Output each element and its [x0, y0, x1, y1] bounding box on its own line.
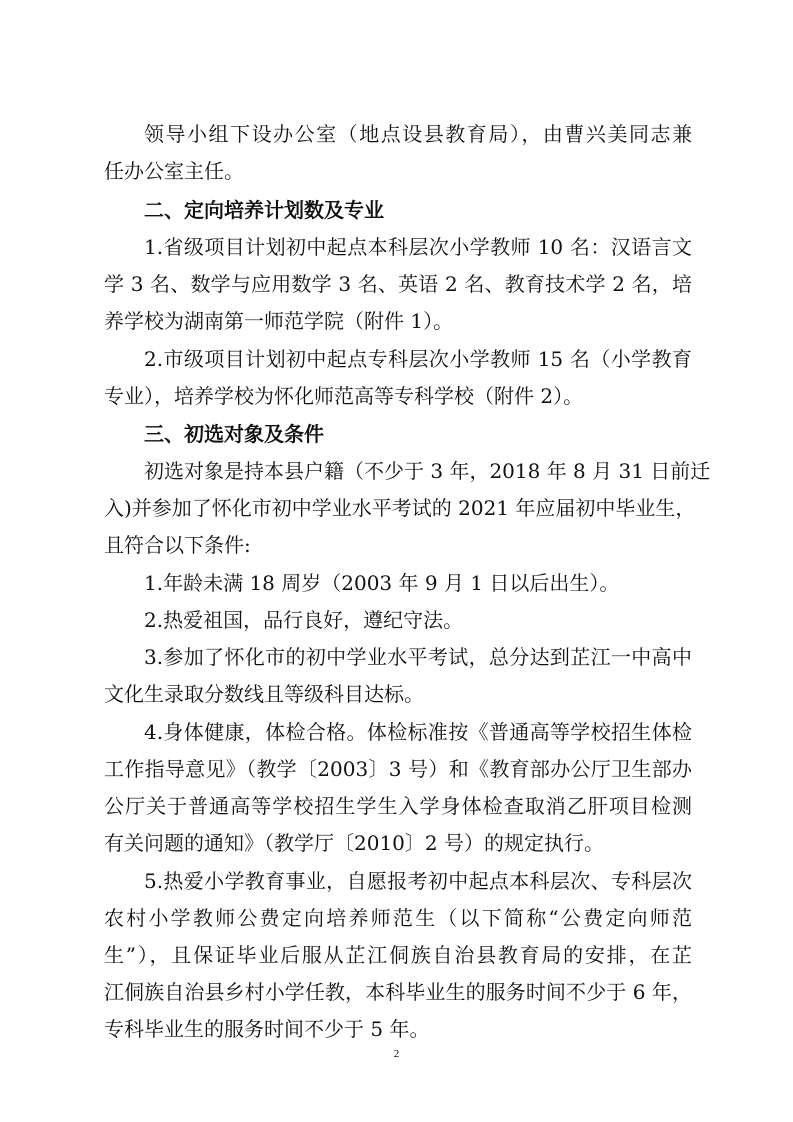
paragraph-line: 文化生录取分数线且等级科目达标。 — [104, 682, 424, 706]
paragraph-line: 工作指导意见》（教学〔2003〕3 号）和《教育部办公厅卫生部办 — [104, 757, 692, 781]
paragraph-line: 3.参加了怀化市的初中学业水平考试，总分达到芷江一中高中 — [144, 645, 692, 669]
paragraph-line: 领导小组下设办公室（地点设县教育局），由曹兴美同志兼 — [144, 122, 692, 146]
paragraph-line: 江侗族自治县乡村小学任教，本科毕业生的服务时间不少于 6 年， — [104, 980, 692, 1004]
paragraph-line: 且符合以下条件: — [104, 533, 251, 557]
section-heading: 三、初选对象及条件 — [144, 422, 324, 446]
paragraph-line: 学 3 名、数学与应用数学 3 名、英语 2 名、教育技术学 2 名，培 — [104, 272, 692, 296]
paragraph-line: 1.省级项目计划初中起点本科层次小学教师 10 名：汉语言文 — [144, 235, 692, 259]
paragraph-line: 入)并参加了怀化市初中学业水平考试的 2021 年应届初中毕业生， — [104, 496, 696, 520]
paragraph-line: 4.身体健康，体检合格。体检标准按《普通高等学校招生体检 — [144, 720, 692, 744]
paragraph-line: 2.市级项目计划初中起点专科层次小学教师 15 名（小学教育 — [144, 347, 692, 371]
paragraph-line: 初选对象是持本县户籍（不少于 3 年，2018 年 8 月 31 日前迁 — [144, 459, 711, 483]
paragraph-line: 农村小学教师公费定向培养师范生（以下简称“公费定向师范 — [104, 906, 692, 930]
paragraph-line: 5.热爱小学教育事业，自愿报考初中起点本科层次、专科层次 — [144, 869, 692, 893]
paragraph-line: 公厅关于普通高等学校招生学生入学身体检查取消乙肝项目检测 — [104, 794, 692, 818]
paragraph-line: 有关问题的通知》（教学厅〔2010〕2 号）的规定执行。 — [104, 831, 604, 855]
paragraph-line: 1.年龄未满 18 周岁（2003 年 9 月 1 日以后出生）。 — [144, 571, 620, 595]
section-heading: 二、定向培养计划数及专业 — [144, 198, 384, 222]
paragraph-line: 2.热爱祖国，品行良好，遵纪守法。 — [144, 608, 464, 632]
paragraph-line: 专业），培养学校为怀化师范高等专科学校（附件 2）。 — [104, 384, 584, 408]
page-number: 2 — [393, 1048, 400, 1060]
paragraph-line: 生”），且保证毕业后服从芷江侗族自治县教育局的安排，在芷 — [104, 943, 692, 967]
paragraph-line: 专科毕业生的服务时间不少于 5 年。 — [104, 1017, 430, 1041]
paragraph-line: 养学校为湖南第一师范学院（附件 1）。 — [104, 309, 454, 333]
paragraph-line: 任办公室主任。 — [104, 159, 244, 183]
